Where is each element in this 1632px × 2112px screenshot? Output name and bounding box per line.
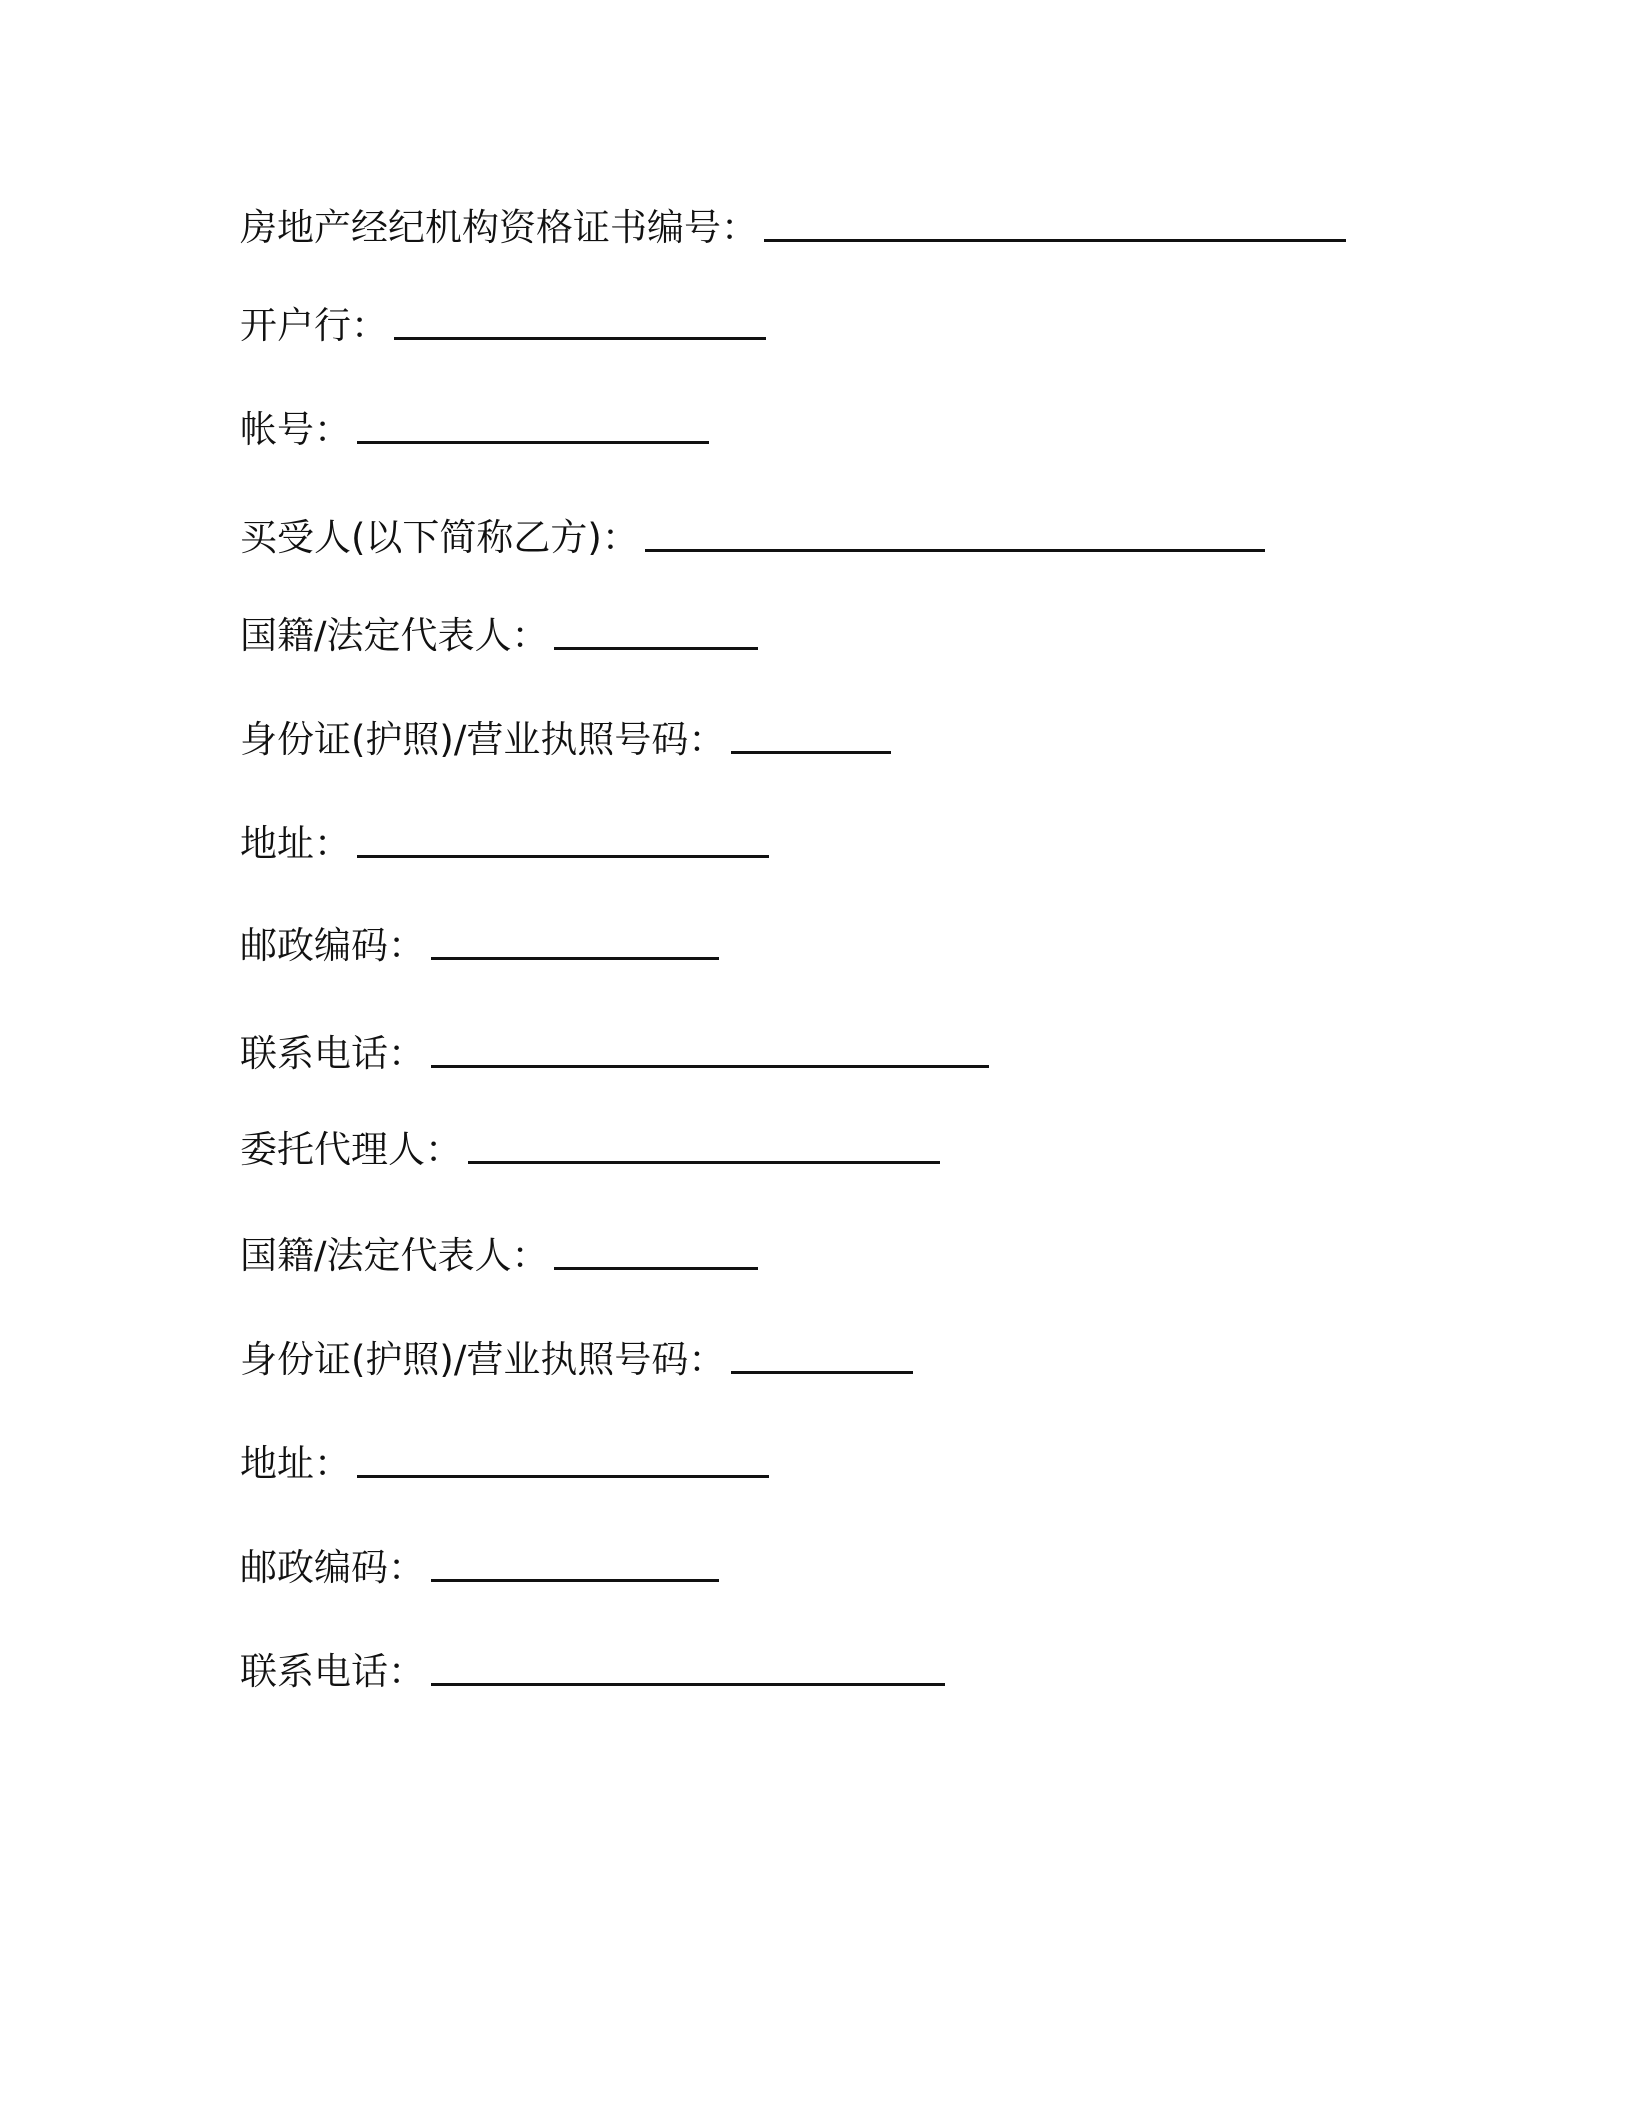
field-label: 联系电话： [240,1032,425,1075]
fill-in-blank[interactable] [731,751,891,754]
field-buyer-nationality [240,600,758,660]
field-label: 买受人(以下简称乙方)： [240,516,639,559]
fill-in-blank[interactable] [357,441,709,444]
field-label: 邮政编码： [240,924,425,967]
fill-in-blank[interactable] [394,337,766,340]
field-buyer [240,502,1265,562]
field-label: 房地产经纪机构资格证书编号： [240,206,758,249]
fill-in-blank[interactable] [357,1475,769,1478]
field-agent-nationality [240,1220,758,1280]
field-label: 地址： [240,1442,351,1485]
field-buyer-postcode [240,910,719,970]
field-label: 邮政编码： [240,1546,425,1589]
fill-in-blank[interactable] [731,1371,913,1374]
field-label: 国籍/法定代表人： [240,614,549,657]
fill-in-blank[interactable] [554,1267,758,1270]
fill-in-blank[interactable] [431,1683,945,1686]
field-label: 国籍/法定代表人： [240,1234,549,1277]
field-account [240,394,709,454]
fill-in-blank[interactable] [357,855,769,858]
fill-in-blank[interactable] [431,957,719,960]
field-label: 身份证(护照)/营业执照号码： [240,718,726,761]
fill-in-blank[interactable] [645,549,1265,552]
field-label: 地址： [240,822,351,865]
fill-in-blank[interactable] [431,1065,989,1068]
field-bank [240,290,766,350]
fill-in-blank[interactable] [431,1579,719,1582]
fill-in-blank[interactable] [554,647,758,650]
field-agent-id-number [240,1324,913,1384]
field-agent-postcode [240,1532,719,1592]
fill-in-blank[interactable] [468,1161,940,1164]
field-buyer-address [240,808,769,868]
field-buyer-phone [240,1018,989,1078]
field-label: 联系电话： [240,1650,425,1693]
fill-in-blank[interactable] [764,239,1346,242]
field-label: 身份证(护照)/营业执照号码： [240,1338,726,1381]
field-label: 开户行： [240,304,388,347]
field-label: 帐号： [240,408,351,451]
field-buyer-id-number [240,704,891,764]
field-label: 委托代理人： [240,1128,462,1171]
field-agent [240,1114,940,1174]
field-agent-phone [240,1636,945,1696]
field-agency-certificate-number [240,192,1346,252]
field-agent-address [240,1428,769,1488]
